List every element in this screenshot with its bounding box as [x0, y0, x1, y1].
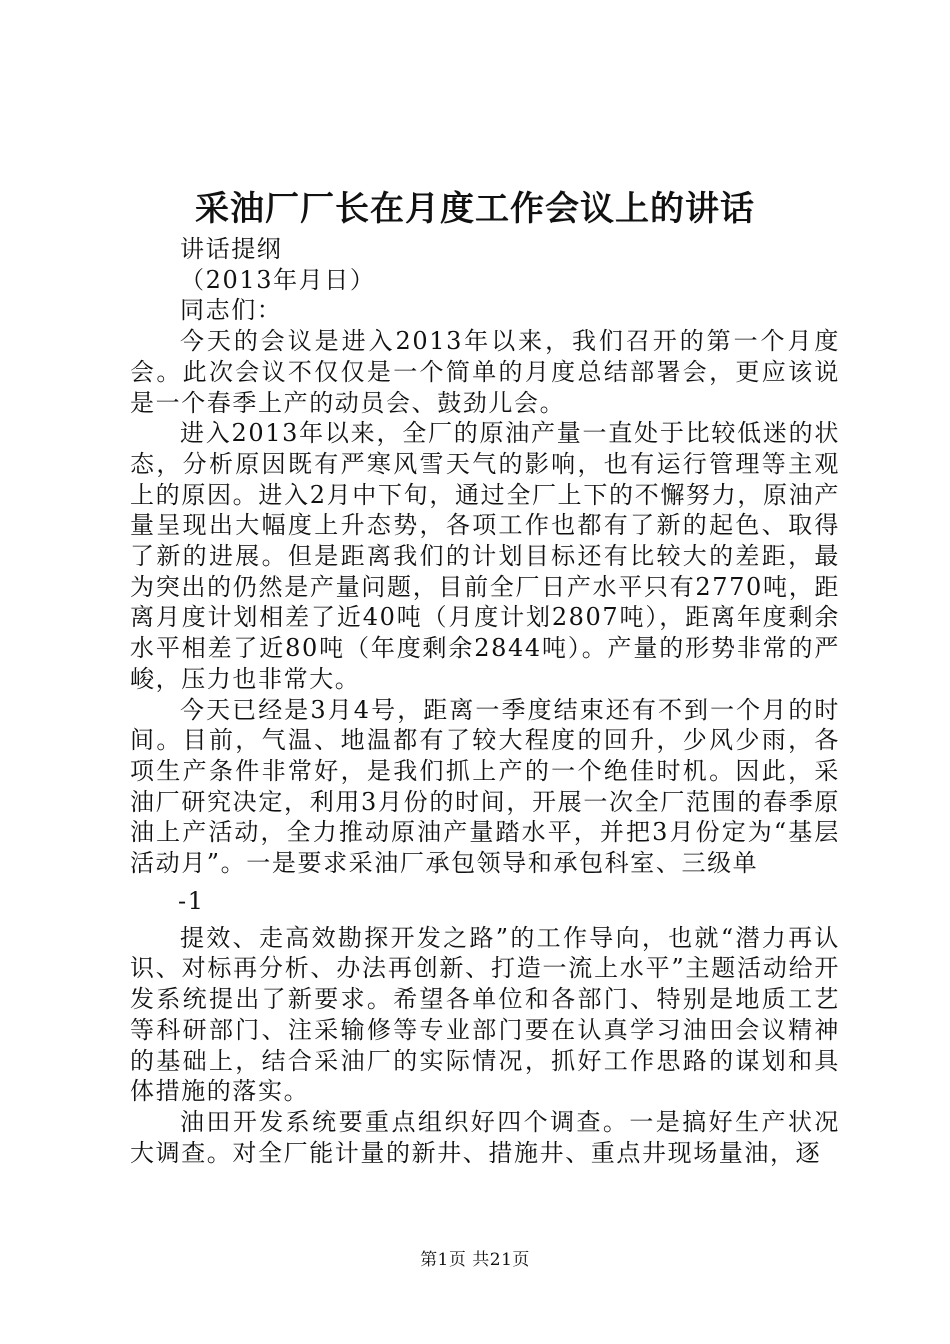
- page-footer: 第1页 共21页: [420, 1250, 530, 1270]
- paragraph: 今天已经是3月4号，距离一季度结束还有不到一个月的时间。目前，气温、地温都有了较大程度的回升，少风少雨，各项生产条件非常好，是我们抓上产的一个绝佳时机。因此，采油厂研究决定，利用3月份的时间，开展一次全厂范围的春季原油上产活动，全力推动原油产量踏水平，并把3月份定为“基层活动月”。一是要求采油厂承包领导和承包科室、三级单: [130, 695, 840, 878]
- paragraph: 提效、走高效勘探开发之路”的工作导向，也就“潜力再认识、对标再分析、办法再创新、打造一流上水平”主题活动给开发系统提出了新要求。希望各单位和各部门、特别是地质工艺等科研部门、注采输修等专业部门要在认真学习油田会议精神的基础上，结合采油厂的实际情况，抓好工作思路的谋划和具体措施的落实。: [130, 923, 840, 1106]
- document-title: 采油厂厂长在月度工作会议上的讲话: [195, 189, 755, 229]
- paragraph: 今天的会议是进入2013年以来，我们召开的第一个月度会。此次会议不仅仅是一个简单的月度总结部署会，更应该说是一个春季上产的动员会、鼓劲儿会。: [130, 327, 840, 417]
- document-body: [130, 234, 840, 1168]
- subtitle: 讲话提纲: [180, 235, 283, 263]
- page-marker: -1: [178, 886, 205, 915]
- date-line: （2013年月日）: [180, 265, 376, 294]
- salutation: 同志们：: [180, 296, 283, 325]
- paragraph: 油田开发系统要重点组织好四个调查。一是搞好生产状况大调查。对全厂能计量的新井、措施井、重点井现场量油，逐: [130, 1107, 840, 1167]
- paragraph: 进入2013年以来，全厂的原油产量一直处于比较低迷的状态，分析原因既有严寒风雪天气的影响，也有运行管理等主观上的原因。进入2月中下旬，通过全厂上下的不懈努力，原油产量呈现出大幅度上升态势，各项工作也都有了新的起色、取得了新的进展。但是距离我们的计划目标还有比较大的差距，最为突出的仍然是产量问题，目前全厂日产水平只有2770吨，距离月度计划相差了近40吨（月度计划2807吨），距离年度剩余水平相差了近80吨（年度剩余2844吨）。产量的形势非常的严峻，压力也非常大。: [130, 419, 840, 693]
